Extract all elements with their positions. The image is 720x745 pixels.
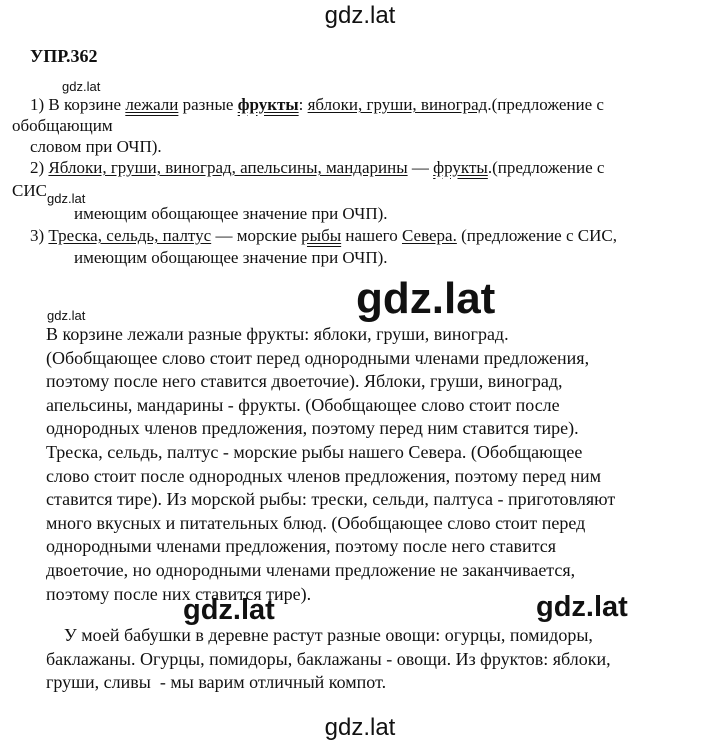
item-3-line-1 bbox=[30, 225, 617, 247]
paragraph-line: поэтому после него ставится двоеточие). Яблоки, груши, виноград, bbox=[46, 371, 563, 392]
paragraph-line: много вкусных и питательных блюд. (Обобщающее слово стоит перед bbox=[46, 512, 586, 533]
item-3-dash: — морские bbox=[211, 226, 302, 245]
item-2-line-3: имеющим обощающее значение при ОЧП). bbox=[74, 204, 388, 223]
item-2-line-2: СИС bbox=[12, 181, 47, 200]
item-2-prefix: 2) bbox=[30, 158, 49, 177]
exercise-title: УПР.362 bbox=[30, 46, 98, 66]
item-2-dash: — bbox=[407, 158, 434, 177]
paragraph-line: слово стоит после однородных членов предложения, поэтому перед ним bbox=[46, 465, 602, 486]
watermark-big: gdz.lat bbox=[356, 274, 496, 323]
watermark-bottom: gdz.lat bbox=[324, 714, 396, 741]
item-3-prefix: 3) bbox=[30, 226, 49, 245]
example-paragraph bbox=[46, 624, 696, 695]
item-1-line-2: обобщающим bbox=[12, 116, 113, 135]
item-2-list: Яблоки, груши, виноград, апельсины, мандарины bbox=[48, 158, 408, 177]
item-3-list: Треска, сельдь, палтус bbox=[48, 226, 212, 245]
item-1-line-3: словом при ОЧП). bbox=[30, 137, 162, 156]
paragraph-line: апельсины, мандарины - фрукты. (Обобщающее слово стоит после bbox=[46, 394, 560, 415]
watermark-top: gdz.lat bbox=[324, 2, 396, 29]
item-2-line-1 bbox=[30, 157, 604, 179]
paragraph-line: груши, сливы - мы варим отличный компот. bbox=[46, 672, 387, 693]
paragraph-line: однородными членами предложения, поэтому после него ставится bbox=[46, 536, 557, 557]
paragraph-line: (Обобщающее слово стоит перед однородными членами предложения, bbox=[46, 347, 590, 368]
item-3-mid: нашего bbox=[341, 226, 402, 245]
item-3-line-2: имеющим обощающее значение при ОЧП). bbox=[74, 248, 388, 267]
item-2-generalizing-word: фрукты bbox=[433, 158, 488, 177]
item-1-colon: : bbox=[298, 95, 308, 114]
item-3-generalizing-word: рыбы bbox=[301, 226, 342, 245]
paragraph-line: Треска, сельдь, палтус - морские рыбы нашего Севера. (Обобщающее bbox=[46, 441, 583, 462]
watermark-mid-right: gdz.lat bbox=[536, 591, 628, 623]
paragraph-line: У моей бабушки в деревне растут разные овощи: огурцы, помидоры, bbox=[46, 625, 593, 645]
paragraph-line: двоеточие, но однородными членами предложение не заканчивается, bbox=[46, 559, 576, 580]
item-2-tail: .(предложение с bbox=[487, 158, 605, 177]
item-3-place: Севера. bbox=[401, 226, 457, 245]
paragraph-line: В корзине лежали разные фрукты: яблоки, груши, виноград. bbox=[46, 324, 509, 344]
item-1-prefix: 1) В корзине bbox=[30, 95, 126, 114]
watermark-small-3: gdz.lat bbox=[47, 308, 86, 323]
paragraph-line: однородных членов предложения, поэтому перед ним ставится тире). bbox=[46, 418, 579, 439]
item-1-tail: .(предложение с bbox=[487, 95, 604, 114]
paragraph-line: поэтому после них ставится тире). bbox=[46, 583, 312, 604]
paragraph-line: ставится тире). Из морской рыбы: трески, сельди, палтуса - приготовляют bbox=[46, 489, 616, 510]
watermark-small-1: gdz.lat bbox=[62, 79, 101, 94]
explanation-paragraph bbox=[46, 323, 696, 606]
item-3-tail: (предложение с СИС, bbox=[456, 226, 617, 245]
item-1-line-1 bbox=[30, 94, 604, 116]
paragraph-line: баклажаны. Огурцы, помидоры, баклажаны - овощи. Из фруктов: яблоки, bbox=[46, 648, 611, 669]
item-1-mid: разные bbox=[178, 95, 238, 114]
watermark-mid-left: gdz.lat bbox=[183, 594, 275, 626]
watermark-small-2: gdz.lat bbox=[47, 191, 86, 206]
item-1-generalizing-word: фрукты bbox=[237, 95, 299, 114]
item-1-predicate: лежали bbox=[125, 95, 179, 114]
item-1-list: яблоки, груши, виноград bbox=[307, 95, 488, 114]
